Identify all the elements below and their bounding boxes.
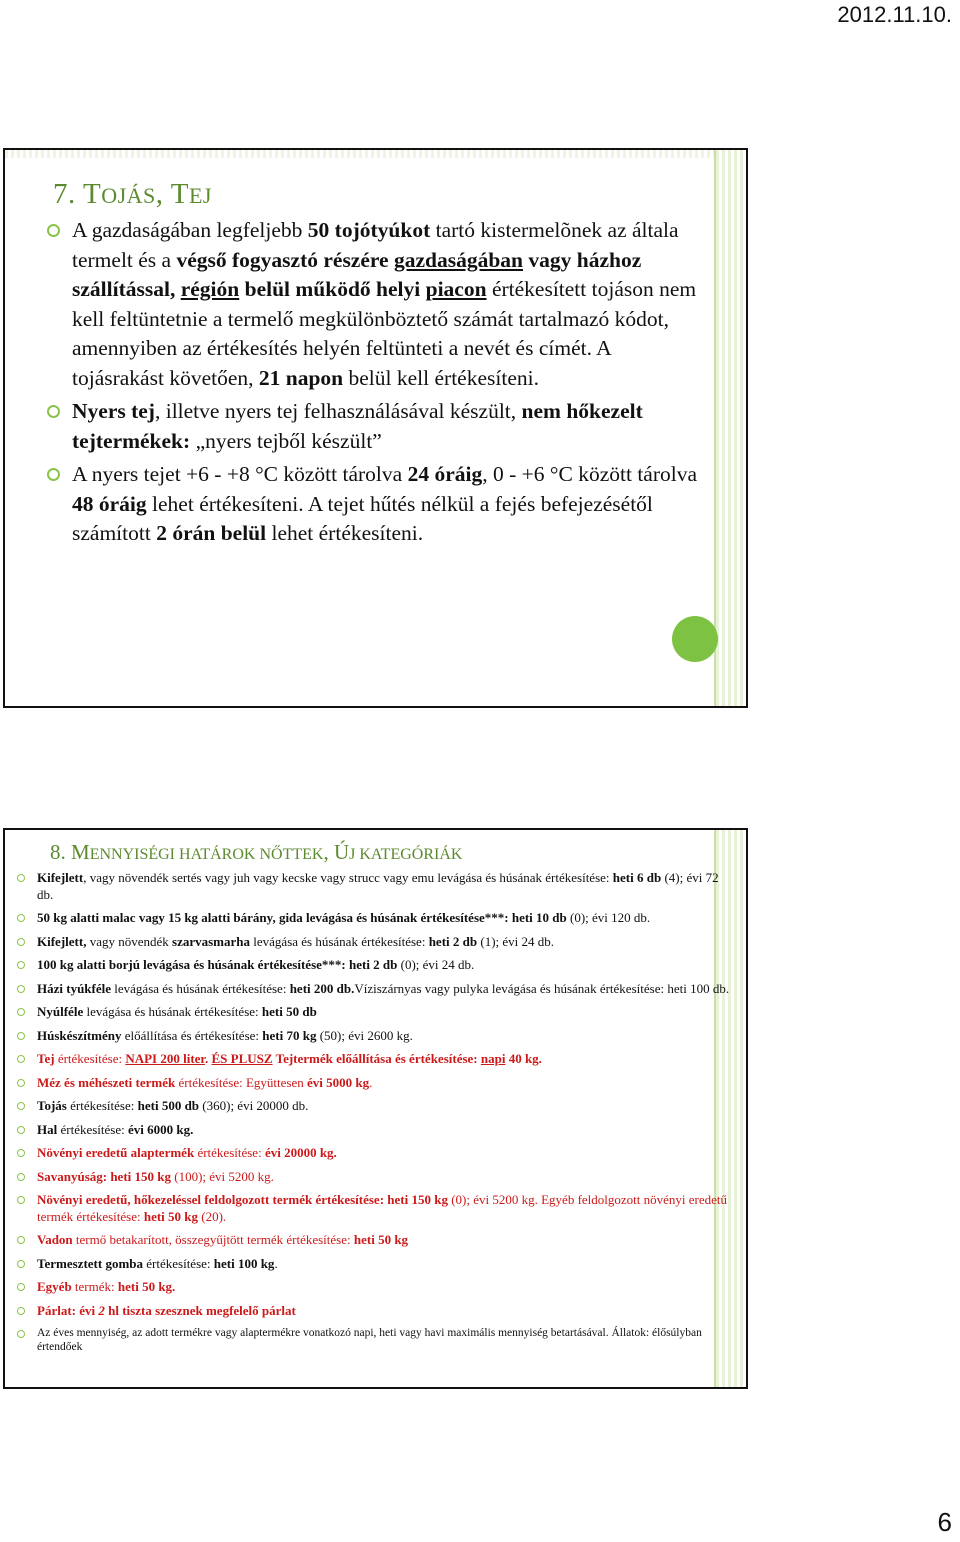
bullet-icon (17, 874, 25, 882)
list-item: Savanyúság: heti 150 kg (100); évi 5200 kg. (17, 1169, 732, 1186)
bullet-icon (47, 468, 60, 481)
list-item: Kifejlett, vagy növendék szarvasmarha levágása és húsának értékesítése: heti 2 db (1); évi 24 db. (17, 934, 732, 951)
slide-quantity-limits (3, 828, 748, 1389)
list-item: Méz és méhészeti termék értékesítése: Együttesen évi 5000 kg. (17, 1075, 732, 1092)
bullet-icon (17, 1032, 25, 1040)
list-item: Növényi eredetű alaptermék értékesítése: évi 20000 kg. (17, 1145, 732, 1162)
list-item: Nyers tej, illetve nyers tej felhasználásával készült, nem hőkezelt tejtermékek: „nyers tejből készült” (47, 397, 702, 456)
bullet-icon (17, 1196, 25, 1204)
bullet-list (47, 216, 702, 553)
list-item: Tojás értékesítése: heti 500 db (360); évi 20000 db. (17, 1098, 732, 1115)
bullet-icon (17, 1149, 25, 1157)
list-item: 50 kg alatti malac vagy 15 kg alatti bárány, gida levágása és húsának értékesítése***: heti 10 db (0); évi 120 db. (17, 910, 732, 927)
list-item: Növényi eredetű, hőkezeléssel feldolgozott termék értékesítése: heti 150 kg (0); évi 5200 kg. Egyéb feldolgozott növényi eredetű termék értékesítése: heti 50 kg (20). (17, 1192, 732, 1225)
bullet-icon (17, 1260, 25, 1268)
bullet-icon (17, 961, 25, 969)
bullet-icon (17, 1236, 25, 1244)
list-item: Házi tyúkféle levágása és húsának értékesítése: heti 200 db.Víziszárnyas vagy pulyka levágása és húsának értékesítése: heti 100 db. (17, 981, 732, 998)
bullet-icon (47, 224, 60, 237)
green-circle-decoration (672, 616, 718, 662)
bullet-icon (17, 1079, 25, 1087)
list-item: Tej értékesítése: NAPI 200 liter. ÉS PLUSZ Tejtermék előállítása és értékesítése: napi 40 kg. (17, 1051, 732, 1068)
bullet-icon (17, 914, 25, 922)
bullet-icon (17, 1102, 25, 1110)
list-item: A nyers tejet +6 - +8 °C között tárolva 24 óráig, 0 - +6 °C között tárolva 48 óráig lehet értékesíteni. A tejet hűtés nélkül a fejés befejezésétől számított 2 órán belül lehet értékesíteni. (47, 460, 702, 549)
list-item: Az éves mennyiség, az adott termékre vagy alaptermékre vonatkozó napi, heti vagy havi maximális mennyiség betartásával. Állatok: élősúlyban értendőek (17, 1326, 732, 1354)
page-number: 6 (937, 1507, 952, 1537)
bullet-icon (17, 1307, 25, 1315)
bullet-icon (47, 405, 60, 418)
slide-title: 7. TOJÁS, TEJ (53, 178, 212, 210)
list-item: Termesztett gomba értékesítése: heti 100 kg. (17, 1256, 732, 1273)
decorative-stripe (716, 150, 746, 706)
bullet-icon (17, 1173, 25, 1181)
list-item: Húskészítmény előállítása és értékesítése: heti 70 kg (50); évi 2600 kg. (17, 1028, 732, 1045)
list-item: Kifejlett, vagy növendék sertés vagy juh vagy kecske vagy strucc vagy emu levágása és húsának értékesítése: heti 6 db (4); évi 72 db. (17, 870, 732, 903)
list-item: Vadon termő betakarított, összegyűjtött termék értékesítése: heti 50 kg (17, 1232, 732, 1249)
bullet-icon (17, 985, 25, 993)
bullet-icon (17, 1008, 25, 1016)
bullet-icon (17, 1283, 25, 1291)
limits-list (17, 870, 732, 1361)
bullet-icon (17, 1330, 25, 1338)
slide-egg-milk (3, 148, 748, 708)
bullet-icon (17, 938, 25, 946)
slide-title: 8. MENNYISÉGI HATÁROK NŐTTEK, ÚJ KATEGÓRIÁK (50, 840, 463, 864)
list-item: Nyúlféle levágása és húsának értékesítése: heti 50 db (17, 1004, 732, 1021)
list-item: Hal értékesítése: évi 6000 kg. (17, 1122, 732, 1139)
bullet-icon (17, 1055, 25, 1063)
list-item: 100 kg alatti borjú levágása és húsának értékesítése***: heti 2 db (0); évi 24 db. (17, 957, 732, 974)
list-item: Egyéb termék: heti 50 kg. (17, 1279, 732, 1296)
list-item: Párlat: évi 2 hl tiszta szesznek megfelelő párlat (17, 1303, 732, 1320)
list-item: A gazdaságában legfeljebb 50 tojótyúkot tartó kistermelõnek az általa termelt és a végső fogyasztó részére gazdaságában vagy házhoz szállítással, régión belül működő helyi piacon értékesített tojáson nem kell feltüntetnie a termelő megkülönböztető számát tartalmazó kódot, amennyiben az értékesítés helyén feltünteti a nevét és címét. A tojásrakást követően, 21 napon belül kell értékesíteni. (47, 216, 702, 393)
header-date: 2012.11.10. (837, 2, 952, 27)
bullet-icon (17, 1126, 25, 1134)
decorative-top-strip (5, 150, 746, 158)
decorative-stripe-line (714, 150, 716, 706)
